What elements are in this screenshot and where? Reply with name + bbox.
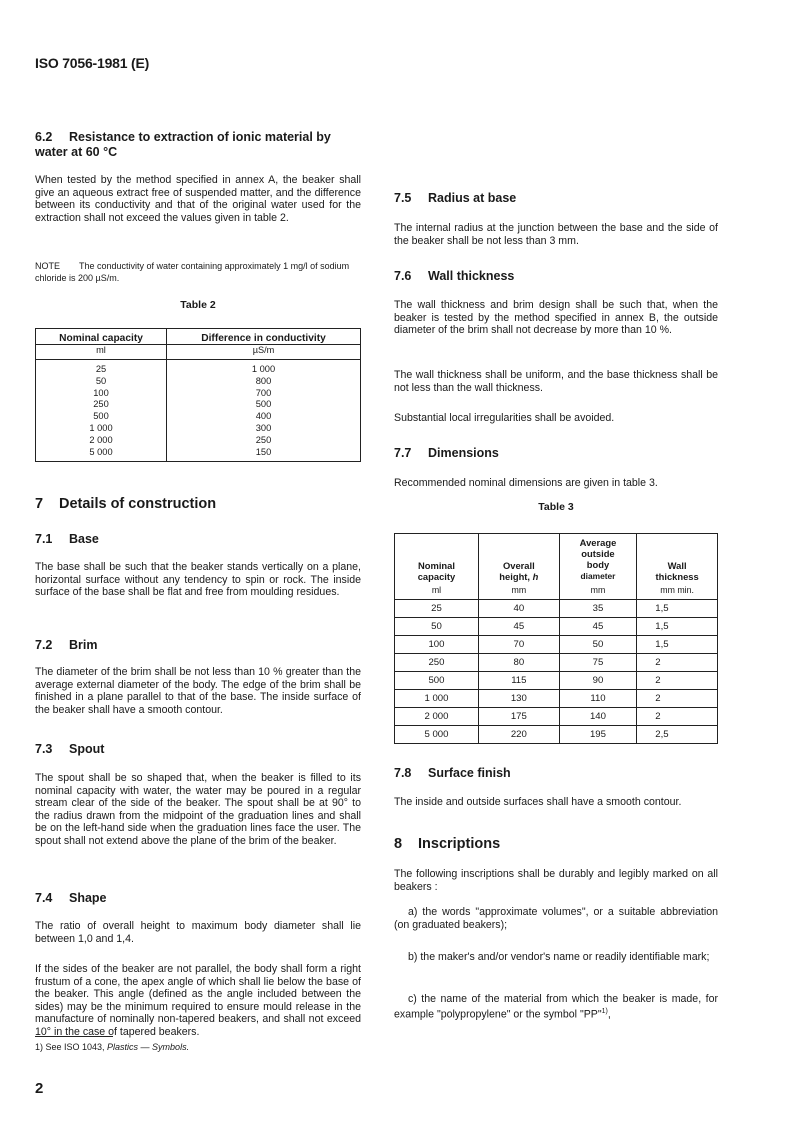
table-3-row [395,636,718,654]
table-3-unit: mm [478,582,559,600]
table-3-cell: 70 [478,636,559,654]
section-7-2-heading: 7.2 Brim [35,638,98,652]
table-3-cell: 75 [559,654,637,672]
footnote-rule [35,1036,113,1037]
table-3-header: Average outside body diameter [559,534,637,583]
table-3-cell: 2 [637,672,718,690]
table-3-unit: mm [559,582,637,600]
table-3-row [395,600,718,618]
table-3-cell: 140 [559,708,637,726]
table-2-unit-conductivity: µS/m [167,345,361,360]
section-7-1-heading: 7.1 Base [35,532,99,546]
table-3-header: Overall height, h [478,534,559,583]
page-header: ISO 7056-1981 (E) [35,55,150,71]
section-7-6-heading: 7.6 Wall thickness [394,269,515,283]
table-3-cell: 220 [478,726,559,744]
table-3-cell: 5 000 [395,726,479,744]
table-2-cell-conductivity: 150 [167,447,361,462]
table-2-cell-capacity: 500 [36,411,167,423]
table-3-cell: 110 [559,690,637,708]
table-2-cell-capacity: 50 [36,376,167,388]
table-2-row [36,376,361,388]
table-2-cell-conductivity: 700 [167,388,361,400]
table-3-row [395,672,718,690]
table-2-caption: Table 2 [180,299,216,311]
table-2 [35,328,361,462]
table-2-header-capacity: Nominal capacity [36,329,167,345]
table-2-cell-capacity: 250 [36,399,167,411]
table-3-cell: 175 [478,708,559,726]
table-3-cell: 40 [478,600,559,618]
section-7-1-text: The base shall be such that the beaker stands vertically on a plane, horizontal surface without any tendency to spin or rock. The inside surface of the base shall be flat and free from moulding residues. [35,561,361,599]
section-7-4-heading: 7.4 Shape [35,891,107,905]
section-6-2-text: When tested by the method specified in annex A, the beaker shall give an aqueous extract free of suspended matter, and the difference between its conductivity and that of the original water used for the extraction shall not exceed the values given in table 2. [35,174,361,224]
table-2-cell-conductivity: 250 [167,435,361,447]
table-2-row [36,423,361,435]
section-7-3-heading: 7.3 Spout [35,742,105,756]
table-3-row [395,690,718,708]
section-6-2-note: NOTE The conductivity of water containing approximately 1 mg/l of sodium chloride is 200 µS/m. [35,261,350,283]
table-3-cell: 35 [559,600,637,618]
section-7-8-heading: 7.8 Surface finish [394,766,511,780]
table-2-cell-capacity: 1 000 [36,423,167,435]
table-3-cell: 90 [559,672,637,690]
section-7-5-text: The internal radius at the junction between the base and the side of the beaker shall be not less than 3 mm. [394,222,718,247]
table-3-cell: 1,5 [637,618,718,636]
table-3-cell: 2 000 [395,708,479,726]
table-3-cell: 45 [478,618,559,636]
table-2-row [36,399,361,411]
table-2-row [36,360,361,376]
table-3-cell: 115 [478,672,559,690]
table-3-cell: 1,5 [637,600,718,618]
table-2-row [36,388,361,400]
table-3-cell: 50 [559,636,637,654]
section-7-2-text: The diameter of the brim shall be not less than 10 % greater than the average external diameter of the body. The edge of the brim shall be finished in a plane parallel to that of the base. The inside surface of the beaker shall have a smooth contour. [35,666,361,716]
table-2-row [36,447,361,462]
table-3-caption: Table 3 [538,501,574,513]
section-7-7-text: Recommended nominal dimensions are given in table 3. [394,477,658,489]
table-3-row [395,654,718,672]
inscription-item-b: b) the maker's and/or vendor's name or readily identifiable mark; [408,951,710,963]
table-2-cell-capacity: 100 [36,388,167,400]
table-3-unit: mm min. [637,582,718,600]
table-2-row [36,435,361,447]
section-7-8-text: The inside and outside surfaces shall have a smooth contour. [394,796,682,808]
table-3-header: Nominal capacity [395,534,479,583]
table-3-cell: 195 [559,726,637,744]
table-3-cell: 250 [395,654,479,672]
table-2-cell-conductivity: 1 000 [167,360,361,376]
table-2-cell-conductivity: 500 [167,399,361,411]
section-7-4-text-2: If the sides of the beaker are not parallel, the body shall form a right frustum of a cone, the apex angle of which shall lie below the base of the beaker. This angle (defined as the angle included between the sides) may be the minimum required to ensure mould release in the manufacture of nominally non-tapered beakers, and shall not exceed 10° in the case of tapered beakers. [35,963,361,1038]
table-2-header-conductivity: Difference in conductivity [167,329,361,345]
table-3-row [395,618,718,636]
table-3-cell: 1,5 [637,636,718,654]
section-7-3-text: The spout shall be so shaped that, when the beaker is filled to its nominal capacity with water, the water may be poured in a regular stream clear of the side of the beaker. The spout shall be at 90° to the radius drawn from the midpoint of the graduation lines and shall be on the left-hand side when the graduation lines face the user. The spout shall not extend above the plane of the brim of the beaker. [35,772,361,847]
table-3-cell: 2 [637,654,718,672]
table-2-cell-conductivity: 300 [167,423,361,435]
section-7-5-heading: 7.5 Radius at base [394,191,517,205]
section-7-7-heading: 7.7 Dimensions [394,446,499,460]
section-7-6-text-2: The wall thickness shall be uniform, and the base thickness shall be not less than the wall thickness. [394,369,718,394]
table-3-cell: 45 [559,618,637,636]
table-2-row [36,411,361,423]
table-2-cell-capacity: 25 [36,360,167,376]
section-6-2-heading: 6.2 Resistance to extraction of ionic material by water at 60 °C [35,130,331,159]
table-2-cell-capacity: 2 000 [36,435,167,447]
table-3-unit: ml [395,582,479,600]
inscription-item-a: a) the words "approximate volumes", or a suitable abbreviation (on graduated beakers); [394,906,718,931]
section-8-heading: 8 Inscriptions [394,836,501,852]
table-3-cell: 2 [637,690,718,708]
table-3-cell: 500 [395,672,479,690]
section-7-4-text-1: The ratio of overall height to maximum body diameter shall lie between 1,0 and 1,4. [35,920,361,945]
table-3-cell: 1 000 [395,690,479,708]
section-7-6-text-1: The wall thickness and brim design shall be such that, when the beaker is tested by the method specified in annex B, the outside diameter of the brim shall not decrease by more than 10 %. [394,299,718,337]
table-3-cell: 50 [395,618,479,636]
table-2-cell-capacity: 5 000 [36,447,167,462]
footnote: 1) See ISO 1043, Plastics — Symbols. [35,1042,190,1052]
table-2-cell-conductivity: 400 [167,411,361,423]
table-3-cell: 25 [395,600,479,618]
table-3-cell: 100 [395,636,479,654]
table-3-header: Wall thickness [637,534,718,583]
table-2-unit-capacity: ml [36,345,167,360]
table-3-row [395,726,718,744]
table-3-cell: 2,5 [637,726,718,744]
section-8-text: The following inscriptions shall be durably and legibly marked on all beakers : [394,868,718,893]
table-3-row [395,708,718,726]
table-3 [394,533,718,744]
table-3-cell: 80 [478,654,559,672]
table-3-cell: 130 [478,690,559,708]
table-2-cell-conductivity: 800 [167,376,361,388]
page-number: 2 [35,1080,44,1097]
section-7-heading: 7 Details of construction [35,496,217,512]
inscription-item-c: c) the name of the material from which the beaker is made, for example "polypropylene" or the symbol "PP"$^{1)}$, [394,993,718,1021]
section-7-6-text-3: Substantial local irregularities shall be avoided. [394,412,615,424]
table-3-cell: 2 [637,708,718,726]
